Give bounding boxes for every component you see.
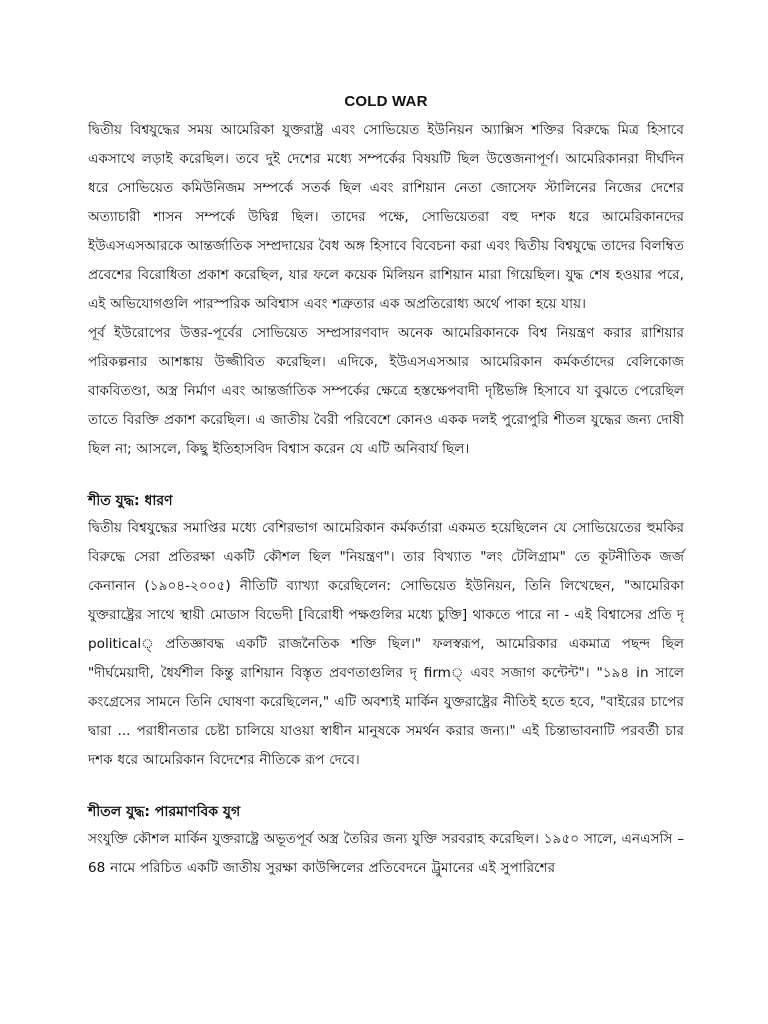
section-heading-containment: শীত যুদ্ধ: ধারণ bbox=[88, 493, 173, 509]
section-heading-atomic-age: শীতল যুদ্ধ: পারমাণবিক যুগ bbox=[88, 804, 241, 820]
paragraph-containment: দ্বিতীয় বিশ্বযুদ্ধের সমাপ্তির মধ্যে বেশিরভাগ আমেরিকান কর্মকর্তারা একমত হয়েছিলেন যে সোভিয়েতের হুমকির বিরুদ্ধে সেরা প্রতিরক্ষা একটি কৌশল ছিল "নিয়ন্ত্রণ"। তার বিখ্যাত "লং টেলিগ্রাম" তে কূটনীতিক জর্জ কেনানান (১৯০৪-২০০৫) নীতিটি ব্যাখ্যা করেছিলেন: সোভিয়েত ইউনিয়ন, তিনি লিখেছেন, "আমেরিকা যুক্তরাষ্ট্রের সাথে স্থায়ী মোডাস বিভেদী [বিরোধী পক্ষগুলির মধ্যে চুক্তি] থাকতে পারে না - এই বিশ্বাসের প্রতি দৃ political্ প্রতিজ্ঞাবদ্ধ একটি রাজনৈতিক শক্তি ছিল।" ফলস্বরূপ, আমেরিকার একমাত্র পছন্দ ছিল "দীর্ঘমেয়াদী, ধৈর্যশীল কিন্তু রাশিয়ান বিস্তৃত প্রবণতাগুলির দৃ firm্ এবং সজাগ কন্টেন্ট"। "১৯৪ in সালে কংগ্রেসের সামনে তিনি ঘোষণা করেছিলেন," এটি অবশ্যই মার্কিন যুক্তরাষ্ট্রের নীতিই হতে হবে, "বাইরের চাপের দ্বারা ... পরাধীনতার চেষ্টা চালিয়ে যাওয়া স্বাধীন মানুষকে সমর্থন করার জন্য।" এই চিন্তাভাবনাটি পরবর্তী চার দশক ধরে আমেরিকান বিদেশের নীতিকে রূপ দেবে। bbox=[88, 520, 684, 768]
paragraph-intro: দ্বিতীয় বিশ্বযুদ্ধের সময় আমেরিকা যুক্তরাষ্ট্র এবং সোভিয়েত ইউনিয়ন অ্যাক্সিস শক্তির বিরুদ্ধে মিত্র হিসাবে একসাথে লড়াই করেছিল। তবে দুই দেশের মধ্যে সম্পর্কের বিষয়টি ছিল উত্তেজনাপূর্ণ। আমেরিকানরা দীর্ঘদিন ধরে সোভিয়েত কমিউনিজম সম্পর্কে সতর্ক ছিল এবং রাশিয়ান নেতা জোসেফ স্টালিনের নিজের দেশের অত্যাচারী শাসন সম্পর্কে উদ্বিগ্ন ছিল। তাদের পক্ষে, সোভিয়েতরা বহু দশক ধরে আমেরিকানদের ইউএসএসআরকে আন্তর্জাতিক সম্প্রদায়ের বৈধ অঙ্গ হিসাবে বিবেচনা করা এবং দ্বিতীয় বিশ্বযুদ্ধে তাদের বিলম্বিত প্রবেশের বিরোধিতা প্রকাশ করেছিল, যার ফলে কয়েক মিলিয়ন রাশিয়ান মারা গিয়েছিল। যুদ্ধ শেষ হওয়ার পরে, এই অভিযোগগুলি পারস্পরিক অবিশ্বাস এবং শত্রুতার এক অপ্রতিরোধ্য অর্থে পাকা হয়ে যায়। bbox=[88, 122, 684, 312]
section-gap bbox=[88, 464, 684, 488]
paragraph-atomic-age: সংযুক্তি কৌশল মার্কিন যুক্তরাষ্ট্রে অভূতপূর্ব অস্ত্র তৈরির জন্য যুক্তি সরবরাহ করেছিল। ১৯৫০ সালে, এনএসসি – 68 নামে পরিচিত একটি জাতীয় সুরক্ষা কাউন্সিলের প্রতিবেদনে ট্রুমানের এই সুপারিশের bbox=[88, 831, 684, 876]
paragraph-expansionism: পূর্ব ইউরোপের উত্তর-পূর্বের সোভিয়েত সম্প্রসারণবাদ অনেক আমেরিকানকে বিশ্ব নিয়ন্ত্রণ করার রাশিয়ার পরিকল্পনার আশঙ্কায় উজ্জীবিত করেছিল। এদিকে, ইউএসএসআর আমেরিকান কর্মকর্তাদের বেলিকোজ বাকবিতণ্ডা, অস্ত্র নির্মাণ এবং আন্তর্জাতিক সম্পর্কের ক্ষেত্রে হস্তক্ষেপবাদী দৃষ্টিভঙ্গি হিসাবে যা বুঝতে পেরেছিল তাতে বিরক্তি প্রকাশ করেছিল। এ জাতীয় বৈরী পরিবেশে কোনও একক দলই পুরোপুরি শীতল যুদ্ধের জন্য দোষী ছিল না; আসলে, কিছু ইতিহাসবিদ বিশ্বাস করেন যে এটি অনিবার্য ছিল। bbox=[88, 325, 684, 457]
section-gap bbox=[88, 775, 684, 799]
document-title: COLD WAR bbox=[344, 93, 428, 110]
